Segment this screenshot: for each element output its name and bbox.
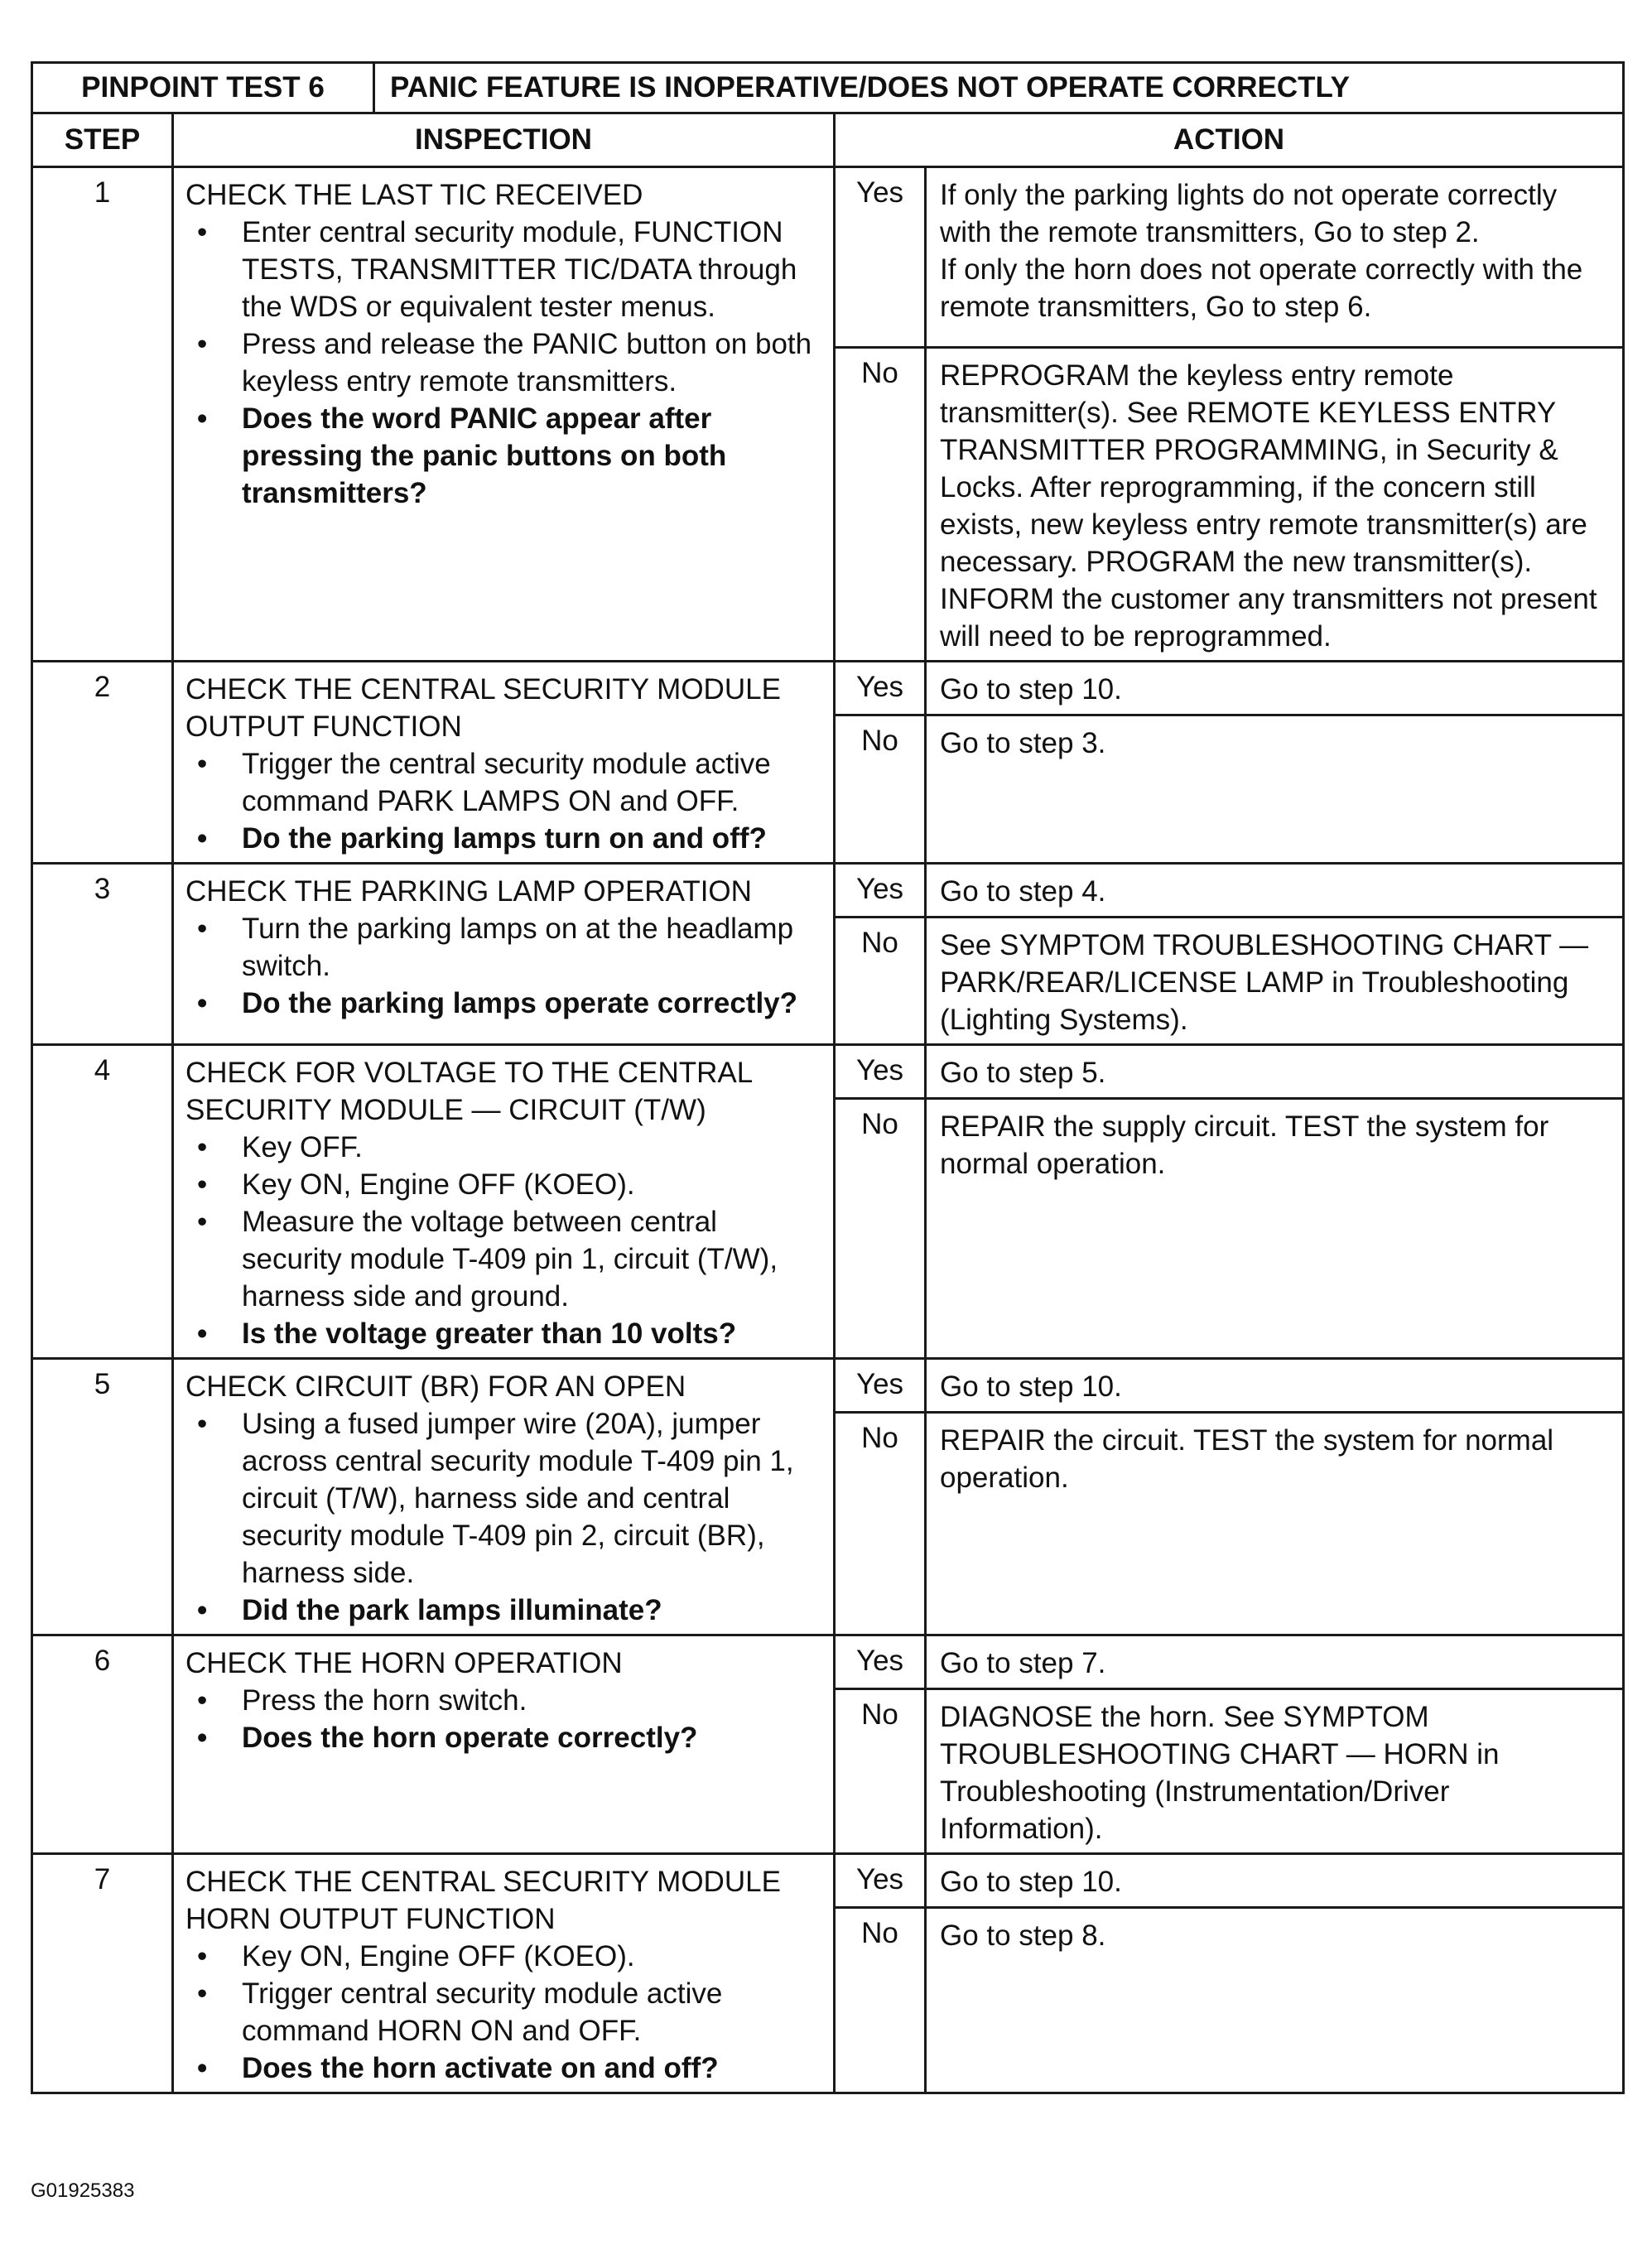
yes-action: [926, 1359, 1624, 1413]
step-heading: CHECK FOR VOLTAGE TO THE CENTRAL SECURITY MODULE — CIRCUIT (T/W): [185, 1057, 752, 1126]
inspection-bullet: • Trigger central security module active command HORN ON and OFF.: [185, 1975, 823, 2049]
no-label: No: [835, 1908, 926, 2093]
step-number: 5: [32, 1359, 173, 1635]
no-action: [926, 715, 1624, 864]
no-label: No: [835, 348, 926, 662]
yes-action-text: Go to step 7.: [940, 1647, 1106, 1679]
inspection-bullet: • Key OFF.: [185, 1129, 823, 1166]
step-heading: CHECK THE PARKING LAMP OPERATION: [185, 875, 752, 908]
inspection-question: • Is the voltage greater than 10 volts?: [185, 1315, 823, 1352]
step-row: [32, 864, 1624, 918]
inspection-bullet: • Using a fused jumper wire (20A), jumper across central security module T-409 pin 1, circuit (T/W), harness side and central security module T-409 pin 2, circuit (BR), harness side.: [185, 1405, 823, 1592]
inspection-list: [185, 910, 823, 1022]
no-action-text: DIAGNOSE the horn. See SYMPTOM TROUBLESHOOTING CHART — HORN in Troubleshooting (Instrumentation/Driver Information).: [940, 1701, 1500, 1845]
no-label: No: [835, 715, 926, 864]
no-action-text: See SYMPTOM TROUBLESHOOTING CHART — PARK/REAR/LICENSE LAMP in Troubleshooting (Lighting Systems).: [940, 929, 1589, 1036]
inspection-question: • Does the horn operate correctly?: [185, 1719, 823, 1756]
inspection-bullet: • Measure the voltage between central security module T-409 pin 1, circuit (T/W), harness side and ground.: [185, 1203, 823, 1315]
no-action: [926, 1689, 1624, 1854]
step-number: 3: [32, 864, 173, 1045]
inspection-bullet: • Enter central security module, FUNCTION TESTS, TRANSMITTER TIC/DATA through the WDS or equivalent tester menus.: [185, 214, 823, 325]
no-label: No: [835, 1689, 926, 1854]
yes-action: [926, 1854, 1624, 1908]
yes-action-text: Go to step 5.: [940, 1057, 1106, 1089]
pinpoint-test-sheet: [31, 61, 1622, 2094]
title-cell: [32, 63, 1624, 113]
title-row: [32, 63, 1624, 113]
step-row: [32, 1854, 1624, 1908]
no-action: [926, 1908, 1624, 2093]
inspection-list: [185, 1405, 823, 1629]
inspection-cell: [173, 1359, 835, 1635]
yes-action-text: If only the horn does not operate correctly with the remote transmitters, Go to step 6.: [940, 253, 1583, 323]
test-description: PANIC FEATURE IS INOPERATIVE/DOES NOT OPERATE CORRECTLY: [390, 71, 1350, 104]
inspection-bullet: • Turn the parking lamps on at the headlamp switch.: [185, 910, 823, 985]
step-number: 6: [32, 1635, 173, 1854]
yes-action: [926, 167, 1624, 348]
inspection-list: [185, 1938, 823, 2087]
no-label: No: [835, 1413, 926, 1635]
no-label: No: [835, 918, 926, 1045]
inspection-question: • Did the park lamps illuminate?: [185, 1592, 823, 1629]
inspection-cell: [173, 1635, 835, 1854]
step-row: [32, 1635, 1624, 1689]
step-heading: CHECK CIRCUIT (BR) FOR AN OPEN: [185, 1370, 686, 1403]
step-heading: CHECK THE CENTRAL SECURITY MODULE OUTPUT FUNCTION: [185, 673, 781, 743]
inspection-bullet: • Key ON, Engine OFF (KOEO).: [185, 1938, 823, 1975]
inspection-cell: [173, 167, 835, 662]
inspection-cell: [173, 864, 835, 1045]
step-heading: CHECK THE CENTRAL SECURITY MODULE HORN OUTPUT FUNCTION: [185, 1866, 781, 1935]
yes-label: Yes: [835, 1635, 926, 1689]
no-action-text: Go to step 3.: [940, 727, 1106, 759]
step-number: 1: [32, 167, 173, 662]
yes-label: Yes: [835, 864, 926, 918]
test-id: PINPOINT TEST 6: [33, 64, 375, 112]
inspection-bullet: • Key ON, Engine OFF (KOEO).: [185, 1166, 823, 1203]
step-number: 4: [32, 1045, 173, 1359]
yes-action-text: Go to step 10.: [940, 1370, 1122, 1403]
step-row: [32, 167, 1624, 348]
step-row: [32, 1359, 1624, 1413]
no-action: [926, 918, 1624, 1045]
yes-label: Yes: [835, 662, 926, 715]
yes-label: Yes: [835, 1854, 926, 1908]
inspection-question: • Does the horn activate on and off?: [185, 2049, 823, 2087]
yes-label: Yes: [835, 1045, 926, 1099]
yes-action-text: Go to step 10.: [940, 1866, 1122, 1898]
step-row: [32, 662, 1624, 715]
inspection-question: • Does the word PANIC appear after pressing the panic buttons on both transmitters?: [185, 400, 823, 512]
inspection-list: [185, 214, 823, 512]
yes-action-text: If only the parking lights do not operate correctly with the remote transmitters, Go to step 2.: [940, 179, 1558, 248]
inspection-list: [185, 1682, 823, 1756]
step-heading: CHECK THE HORN OPERATION: [185, 1647, 623, 1679]
no-action-text: REPAIR the circuit. TEST the system for normal operation.: [940, 1424, 1554, 1494]
column-header-inspection: INSPECTION: [173, 113, 835, 167]
header-row: [32, 113, 1624, 167]
inspection-bullet: • Press and release the PANIC button on both keyless entry remote transmitters.: [185, 325, 823, 400]
step-number: 7: [32, 1854, 173, 2093]
inspection-bullet: • Trigger the central security module active command PARK LAMPS ON and OFF.: [185, 745, 823, 820]
column-header-step: STEP: [32, 113, 173, 167]
yes-action-text: Go to step 10.: [940, 673, 1122, 706]
yes-action: [926, 662, 1624, 715]
step-row: [32, 1045, 1624, 1099]
inspection-cell: [173, 1854, 835, 2093]
no-action: [926, 1099, 1624, 1359]
no-action: [926, 1413, 1624, 1635]
no-action-text: Go to step 8.: [940, 1919, 1106, 1952]
no-action-text: REPAIR the supply circuit. TEST the system for normal operation.: [940, 1110, 1549, 1180]
no-label: No: [835, 1099, 926, 1359]
inspection-question: • Do the parking lamps operate correctly?: [185, 985, 823, 1022]
step-heading: CHECK THE LAST TIC RECEIVED: [185, 179, 643, 211]
no-action: [926, 348, 1624, 662]
inspection-list: [185, 745, 823, 857]
yes-label: Yes: [835, 167, 926, 348]
inspection-cell: [173, 662, 835, 864]
inspection-cell: [173, 1045, 835, 1359]
yes-action: [926, 1635, 1624, 1689]
inspection-question: • Do the parking lamps turn on and off?: [185, 820, 823, 857]
step-number: 2: [32, 662, 173, 864]
yes-action: [926, 1045, 1624, 1099]
inspection-list: [185, 1129, 823, 1352]
figure-code: G01925383: [31, 2180, 135, 2202]
yes-label: Yes: [835, 1359, 926, 1413]
column-header-action: ACTION: [835, 113, 1624, 167]
no-action-text: REPROGRAM the keyless entry remote transmitter(s). See REMOTE KEYLESS ENTRY TRANSMITTER PROGRAMMING, in Security & Locks. After reprogramming, if the concern still exists, new keyless entry remote transmitter(s) are necessary. PROGRAM the new transmitter(s). INFORM the customer any transmitters not present will need to be reprogrammed.: [940, 359, 1597, 653]
yes-action: [926, 864, 1624, 918]
inspection-bullet: • Press the horn switch.: [185, 1682, 823, 1719]
pinpoint-test-table: [31, 61, 1625, 2094]
yes-action-text: Go to step 4.: [940, 875, 1106, 908]
